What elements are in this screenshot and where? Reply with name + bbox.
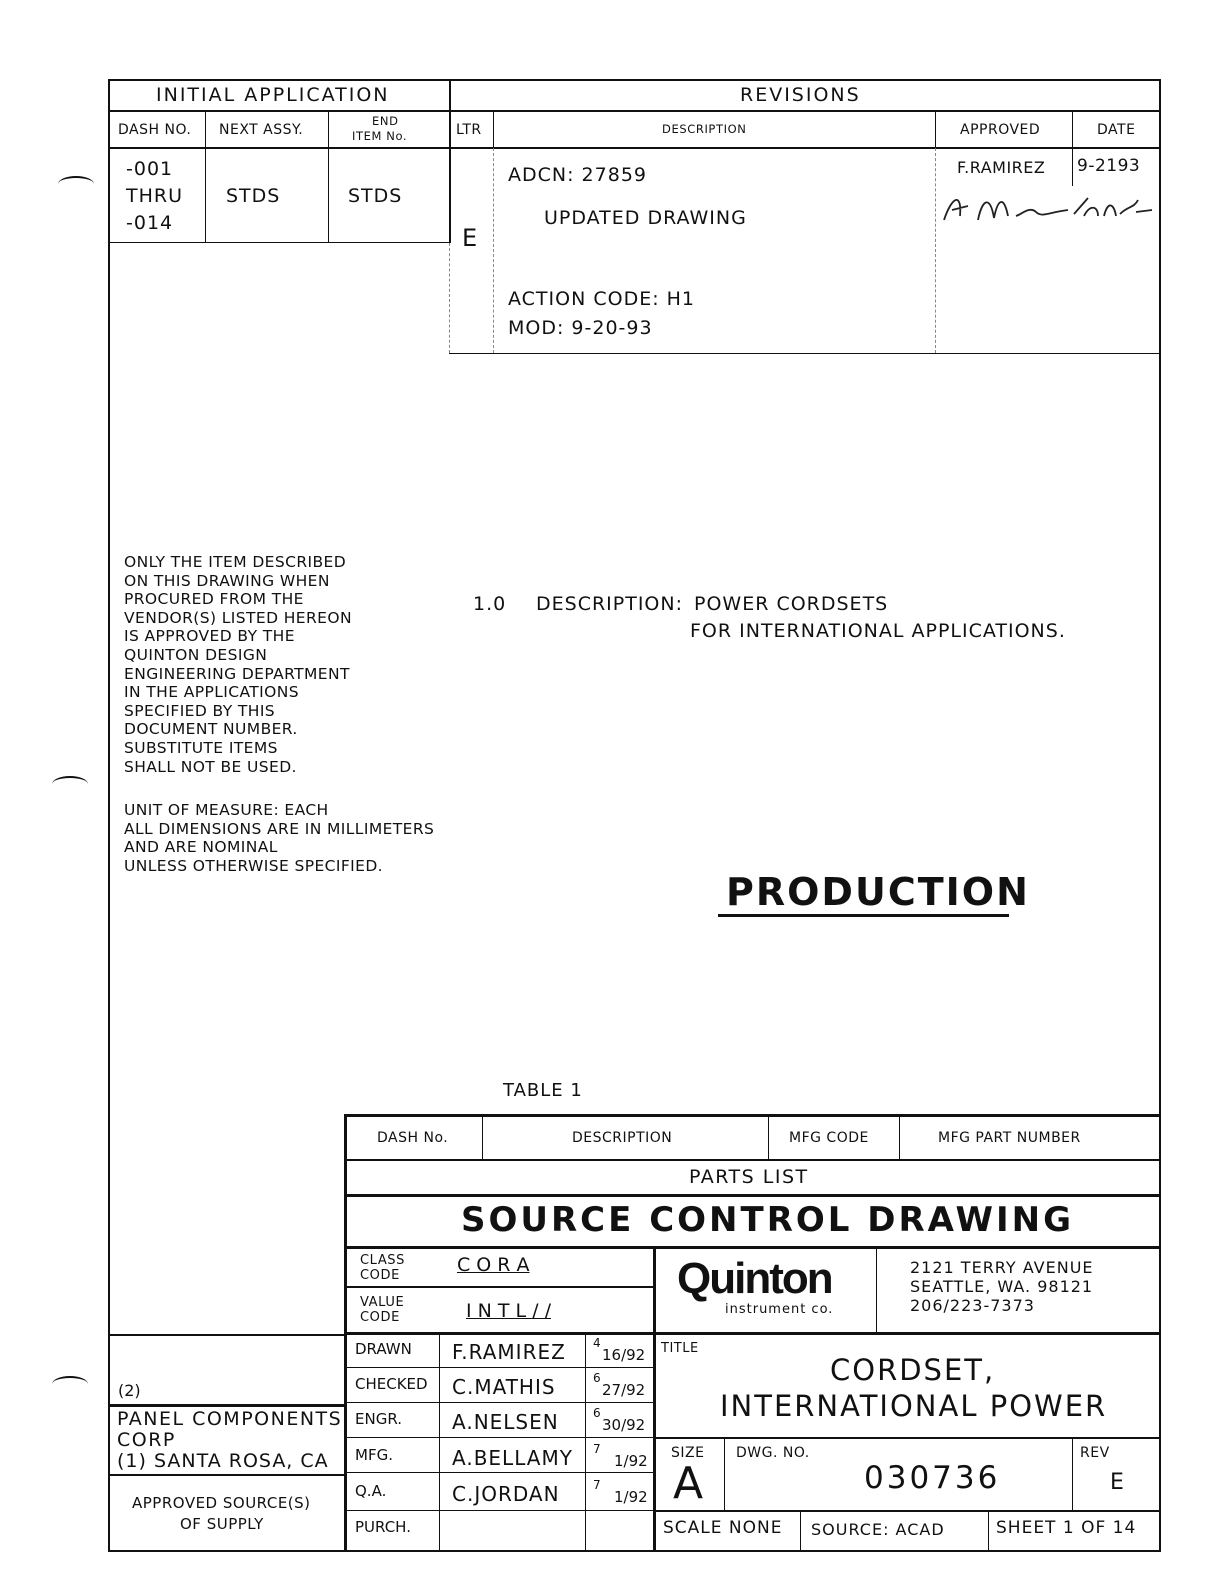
quinton-logo: Quinton (677, 1254, 832, 1303)
signoff-date-month: 6 (593, 1406, 601, 1420)
description-label: DESCRIPTION: (536, 593, 684, 615)
signoff-role: CHECKED (355, 1375, 428, 1393)
punch-hole-mark (58, 176, 94, 192)
units-note: UNIT OF MEASURE: EACH ALL DIMENSIONS ARE IN MILLIMETERS AND ARE NOMINAL UNLESS OTHERWISE SPECIFIED. (124, 801, 435, 875)
dash-range-start: -001 (126, 158, 174, 180)
value-code-value: I N T L / / (466, 1300, 552, 1322)
signoff-name: A.BELLAMY (452, 1446, 573, 1470)
revision-approver: F.RAMIREZ (957, 158, 1046, 177)
value-code-label: CODE (360, 1310, 400, 1325)
signoff-date-rest: 1/92 (614, 1488, 648, 1506)
initial-application-title: INITIAL APPLICATION (156, 84, 390, 106)
revision-letter: E (462, 224, 478, 252)
signoff-role: PURCH. (355, 1518, 411, 1536)
dash-column-header: DASH No. (377, 1130, 449, 1146)
drawing-rev: E (1110, 1470, 1124, 1495)
end-item-header: END (372, 114, 399, 128)
revision-date: 9-2193 (1077, 156, 1141, 176)
signoff-date-month: 7 (593, 1442, 601, 1456)
table-label: TABLE 1 (503, 1080, 583, 1101)
title-label: TITLE (661, 1341, 699, 1356)
signoff-role: ENGR. (355, 1410, 402, 1428)
signoff-date-month: 6 (593, 1371, 601, 1385)
mfg-code-column-header: MFG CODE (789, 1130, 869, 1146)
end-item-value: STDS (348, 185, 403, 207)
punch-hole-mark (52, 776, 88, 792)
approval-signature (938, 186, 1156, 230)
quinton-logo-subtitle: instrument co. (725, 1302, 834, 1317)
description-column-header: DESCRIPTION (572, 1130, 673, 1146)
signoff-name: C.JORDAN (452, 1482, 560, 1506)
dash-range-thru: THRU (126, 185, 184, 207)
dash-no-header: DASH NO. (118, 122, 192, 138)
class-code-label: CODE (360, 1268, 400, 1283)
signoff-date-rest: 16/92 (602, 1346, 646, 1364)
production-stamp: PRODUCTION (726, 870, 1030, 914)
mfg-part-column-header: MFG PART NUMBER (938, 1130, 1081, 1146)
signoff-date-rest: 30/92 (602, 1416, 646, 1434)
revision-adcn: ADCN: 27859 (508, 164, 647, 186)
description-number: 1.0 (473, 593, 507, 615)
sources-count: (2) (118, 1381, 141, 1400)
value-code-label: VALUE (360, 1295, 405, 1310)
revision-summary: UPDATED DRAWING (544, 207, 747, 229)
description-line-2: FOR INTERNATIONAL APPLICATIONS. (690, 620, 1066, 642)
revisions-title: REVISIONS (740, 84, 861, 106)
drawing-number: 030736 (864, 1460, 1001, 1496)
production-underline (718, 914, 1009, 917)
next-assy-value: STDS (226, 185, 281, 207)
size-label: SIZE (671, 1445, 705, 1461)
dash-range-end: -014 (126, 212, 174, 234)
approval-note: ONLY THE ITEM DESCRIBED ON THIS DRAWING WHEN PROCURED FROM THE VENDOR(S) LISTED HEREON IS APPROVED BY THE QUINTON DESIGN ENGINEERING DEPARTMENT IN THE APPLICATIONS SPECIFIED BY THIS DOCUMENT NUMBER. SUBSTITUTE ITEMS SHALL NOT BE USED. (124, 553, 352, 776)
company-address-1: 2121 TERRY AVENUE (910, 1258, 1094, 1277)
signoff-date-rest: 1/92 (614, 1452, 648, 1470)
dwg-no-label: DWG. NO. (736, 1445, 810, 1461)
vendor-location: (1) SANTA ROSA, CA (117, 1450, 329, 1472)
company-phone: 206/223-7373 (910, 1296, 1035, 1315)
end-item-header: ITEM No. (352, 129, 408, 143)
signoff-role: MFG. (355, 1446, 393, 1464)
next-assy-header: NEXT ASSY. (219, 122, 304, 138)
approved-sources-label: APPROVED SOURCE(S) (132, 1494, 311, 1512)
description-line-1: POWER CORDSETS (694, 593, 889, 615)
date-header: DATE (1097, 122, 1136, 138)
drawing-type-title: SOURCE CONTROL DRAWING (461, 1200, 1074, 1240)
ltr-header: LTR (456, 122, 482, 138)
description-header: DESCRIPTION (662, 122, 747, 136)
company-address-2: SEATTLE, WA. 98121 (910, 1277, 1094, 1296)
approved-sources-label: OF SUPPLY (180, 1515, 264, 1533)
drawing-title-line-1: CORDSET, (830, 1353, 996, 1387)
signoff-role: Q.A. (355, 1482, 387, 1500)
drawing-size: A (673, 1458, 704, 1509)
class-code-label: CLASS (360, 1253, 406, 1268)
class-code-value: C O R A (457, 1254, 530, 1276)
signoff-date-month: 4 (593, 1336, 601, 1350)
source-field: SOURCE: ACAD (811, 1520, 945, 1539)
punch-hole-mark (52, 1376, 88, 1392)
sheet-field: SHEET 1 OF 14 (996, 1518, 1137, 1538)
signoff-date-month: 7 (593, 1478, 601, 1492)
rev-label: REV (1080, 1445, 1110, 1461)
signoff-name: C.MATHIS (452, 1375, 556, 1399)
revision-action-code: ACTION CODE: H1 (508, 288, 696, 310)
scale-field: SCALE NONE (663, 1518, 783, 1538)
approved-header: APPROVED (960, 122, 1041, 138)
parts-list-label: PARTS LIST (689, 1166, 809, 1188)
drawing-title-line-2: INTERNATIONAL POWER (720, 1389, 1108, 1423)
vendor-name: PANEL COMPONENTS (117, 1408, 343, 1430)
signoff-role: DRAWN (355, 1340, 412, 1358)
revision-mod-date: MOD: 9-20-93 (508, 317, 653, 339)
signoff-date-rest: 27/92 (602, 1381, 646, 1399)
signoff-name: A.NELSEN (452, 1410, 559, 1434)
signoff-name: F.RAMIREZ (452, 1340, 566, 1364)
vendor-name: CORP (117, 1429, 176, 1451)
